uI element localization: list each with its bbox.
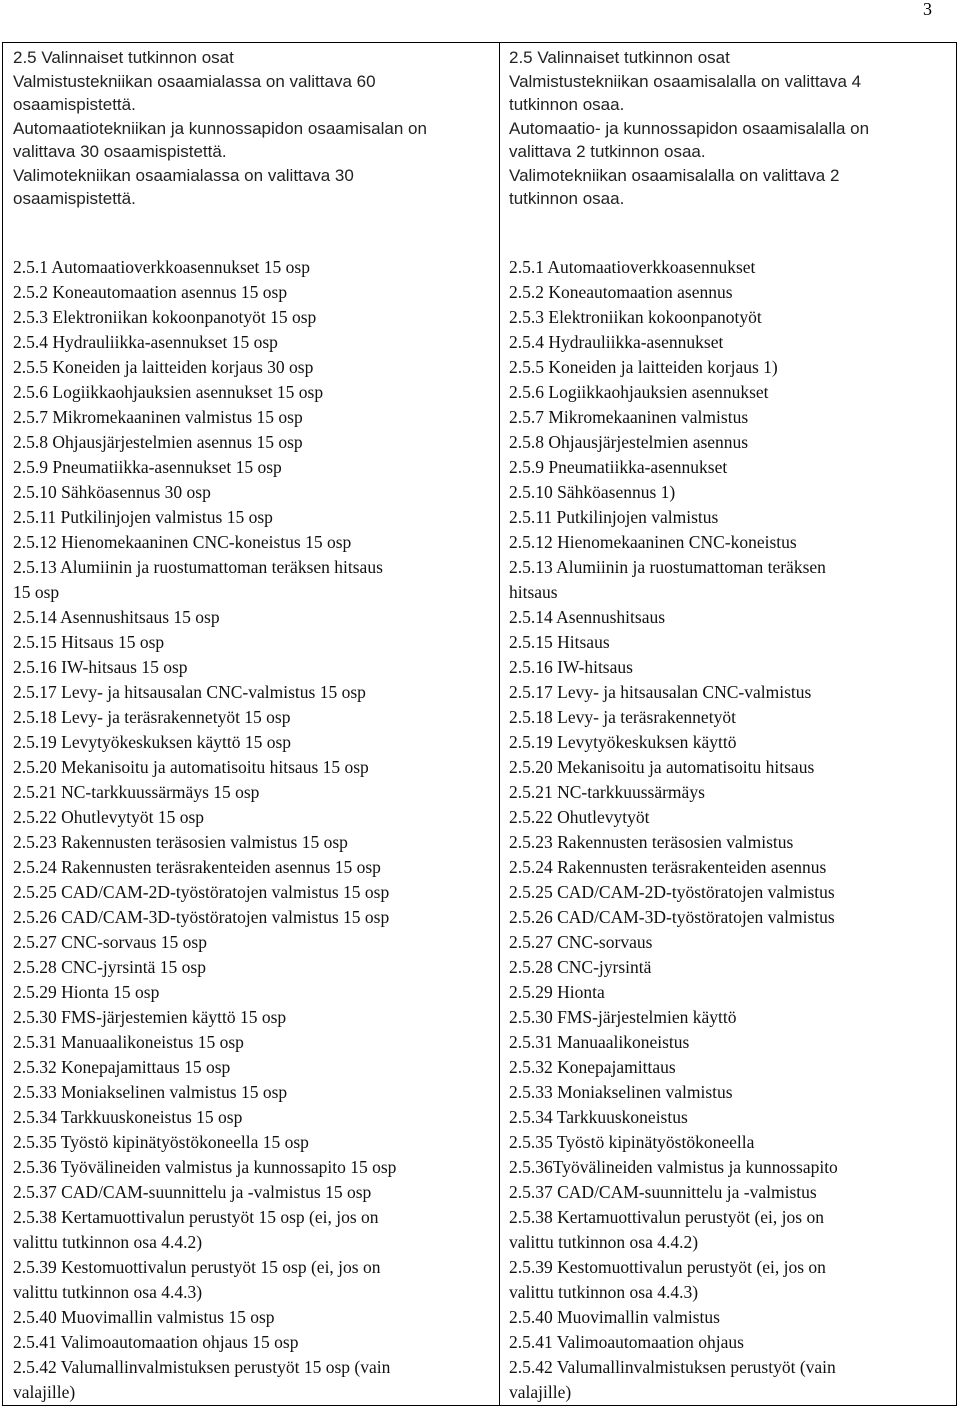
intro-line: Valmistustekniikan osaamialassa on valittava 60 (13, 71, 376, 91)
list-item: 2.5.6 Logiikkaohjauksien asennukset (509, 382, 769, 402)
column-divider (499, 43, 500, 1405)
intro-line: tutkinnon osaa. (509, 95, 625, 114)
list-item: 2.5.16 IW-hitsaus 15 osp (13, 657, 188, 677)
list-item: 2.5.14 Asennushitsaus (509, 607, 666, 627)
list-item: 2.5.6 Logiikkaohjauksien asennukset 15 osp (13, 382, 324, 402)
intro-line: 2.5 Valinnaiset tutkinnon osat (13, 48, 234, 67)
list-item: 2.5.20 Mekanisoitu ja automatisoitu hitsaus 15 osp (13, 757, 369, 777)
list-item: 2.5.26 CAD/CAM-3D-työstöratojen valmistus 15 osp (13, 907, 390, 927)
page-number: 3 (923, 0, 932, 19)
list-item: 2.5.14 Asennushitsaus 15 osp (13, 607, 220, 627)
intro-line: osaamispistettä. (13, 95, 136, 114)
list-item: 2.5.36 Työvälineiden valmistus ja kunnossapito 15 osp (13, 1157, 397, 1177)
list-item: 2.5.16 IW-hitsaus (509, 657, 633, 677)
list-item: 2.5.32 Konepajamittaus (509, 1057, 676, 1077)
intro-line: valittava 30 osaamispistettä. (13, 142, 227, 161)
list-item: 2.5.25 CAD/CAM-2D-työstöratojen valmistus (509, 882, 835, 902)
list-item: 2.5.35 Työstö kipinätyöstökoneella 15 osp (13, 1132, 309, 1152)
intro-line: osaamispistettä. (13, 189, 136, 208)
list-item: 2.5.42 Valumallinvalmistuksen perustyöt 15 osp (vain valajille) (13, 1357, 391, 1402)
list-item: 2.5.21 NC-tarkkuussärmäys (509, 782, 705, 802)
list-item: 2.5.19 Levytyökeskuksen käyttö 15 osp (13, 732, 292, 752)
intro-line: 2.5 Valinnaiset tutkinnon osat (509, 48, 730, 67)
right-column (509, 43, 949, 1402)
list-item: 2.5.22 Ohutlevytyöt 15 osp (13, 807, 205, 827)
intro-line: tutkinnon osaa. (509, 189, 625, 208)
list-item: 2.5.1 Automaatioverkkoasennukset (509, 257, 756, 277)
list-item: 2.5.38 Kertamuottivalun perustyöt 15 osp (ei, jos on valittu tutkinnon osa 4.4.2) (13, 1207, 379, 1252)
list-item: 2.5.28 CNC-jyrsintä 15 osp (13, 957, 206, 977)
list-item: 2.5.9 Pneumatiikka-asennukset 15 osp (13, 457, 282, 477)
list-item: 2.5.12 Hienomekaaninen CNC-koneistus 15 osp (13, 532, 352, 552)
list-item: 2.5.2 Koneautomaation asennus (509, 282, 733, 302)
list-item: 2.5.17 Levy- ja hitsausalan CNC-valmistus (509, 682, 812, 702)
right-item-list (509, 255, 949, 1405)
list-item: 2.5.20 Mekanisoitu ja automatisoitu hitsaus (509, 757, 815, 777)
list-item: 2.5.11 Putkilinjojen valmistus (509, 507, 719, 527)
list-item: 2.5.4 Hydrauliikka-asennukset 15 osp (13, 332, 278, 352)
list-item: 2.5.42 Valumallinvalmistuksen perustyöt (vain valajille) (509, 1357, 836, 1402)
right-intro (509, 43, 949, 211)
list-item: 2.5.23 Rakennusten teräsosien valmistus (509, 832, 794, 852)
list-item: 2.5.7 Mikromekaaninen valmistus (509, 407, 749, 427)
list-item: 2.5.17 Levy- ja hitsausalan CNC-valmistus 15 osp (13, 682, 366, 702)
list-item: 2.5.8 Ohjausjärjestelmien asennus (509, 432, 749, 452)
list-item: 2.5.24 Rakennusten teräsrakenteiden asennus (509, 857, 827, 877)
intro-line: valittava 2 tutkinnon osaa. (509, 142, 706, 161)
list-item: 2.5.26 CAD/CAM-3D-työstöratojen valmistus (509, 907, 835, 927)
list-item: 2.5.13 Alumiinin ja ruostumattoman teräksen hitsaus 15 osp (13, 557, 383, 602)
list-item: 2.5.29 Hionta 15 osp (13, 982, 160, 1002)
list-item: 2.5.40 Muovimallin valmistus 15 osp (13, 1307, 275, 1327)
intro-line: Automaatiotekniikan ja kunnossapidon osaamisalan on (13, 118, 427, 138)
list-item: 2.5.34 Tarkkuuskoneistus (509, 1107, 688, 1127)
list-item: 2.5.27 CNC-sorvaus (509, 932, 653, 952)
list-item: 2.5.31 Manuaalikoneistus (509, 1032, 690, 1052)
list-item: 2.5.15 Hitsaus (509, 632, 610, 652)
list-item: 2.5.24 Rakennusten teräsrakenteiden asennus 15 osp (13, 857, 381, 877)
list-item: 2.5.33 Moniakselinen valmistus (509, 1082, 733, 1102)
list-item: 2.5.37 CAD/CAM-suunnittelu ja -valmistus 15 osp (13, 1182, 372, 1202)
list-item: 2.5.3 Elektroniikan kokoonpanotyöt 15 osp (13, 307, 317, 327)
list-item: 2.5.41 Valimoautomaation ohjaus 15 osp (13, 1332, 299, 1352)
list-item: 2.5.28 CNC-jyrsintä (509, 957, 652, 977)
intro-line: Valimotekniikan osaamialassa on valittava 30 (13, 165, 354, 185)
list-item: 2.5.30 FMS-järjestelmien käyttö (509, 1007, 737, 1027)
list-item: 2.5.36Työvälineiden valmistus ja kunnossapito (509, 1157, 838, 1177)
left-intro (13, 43, 495, 211)
left-column (13, 43, 495, 1402)
list-item: 2.5.39 Kestomuottivalun perustyöt 15 osp (ei, jos on valittu tutkinnon osa 4.4.3) (13, 1257, 381, 1302)
list-item: 2.5.21 NC-tarkkuussärmäys 15 osp (13, 782, 260, 802)
list-item: 2.5.15 Hitsaus 15 osp (13, 632, 165, 652)
comparison-table (2, 42, 957, 1406)
list-item: 2.5.22 Ohutlevytyöt (509, 807, 650, 827)
list-item: 2.5.34 Tarkkuuskoneistus 15 osp (13, 1107, 243, 1127)
list-item: 2.5.10 Sähköasennus 1) (509, 482, 676, 502)
list-item: 2.5.37 CAD/CAM-suunnittelu ja -valmistus (509, 1182, 817, 1202)
list-item: 2.5.18 Levy- ja teräsrakennetyöt 15 osp (13, 707, 291, 727)
list-item: 2.5.32 Konepajamittaus 15 osp (13, 1057, 231, 1077)
intro-line: Valimotekniikan osaamisalalla on valittava 2 (509, 165, 840, 185)
list-item: 2.5.25 CAD/CAM-2D-työstöratojen valmistus 15 osp (13, 882, 390, 902)
list-item: 2.5.40 Muovimallin valmistus (509, 1307, 720, 1327)
list-item: 2.5.35 Työstö kipinätyöstökoneella (509, 1132, 755, 1152)
list-item: 2.5.3 Elektroniikan kokoonpanotyöt (509, 307, 762, 327)
list-item: 2.5.27 CNC-sorvaus 15 osp (13, 932, 207, 952)
list-item: 2.5.30 FMS-järjestemien käyttö 15 osp (13, 1007, 287, 1027)
intro-line: Automaatio- ja kunnossapidon osaamisalalla on (509, 118, 870, 138)
left-item-list (13, 255, 495, 1405)
list-item: 2.5.5 Koneiden ja laitteiden korjaus 1) (509, 357, 778, 377)
list-item: 2.5.12 Hienomekaaninen CNC-koneistus (509, 532, 797, 552)
list-item: 2.5.8 Ohjausjärjestelmien asennus 15 osp (13, 432, 303, 452)
list-item: 2.5.13 Alumiinin ja ruostumattoman teräksen hitsaus (509, 557, 826, 602)
list-item: 2.5.39 Kestomuottivalun perustyöt (ei, jos on valittu tutkinnon osa 4.4.3) (509, 1257, 826, 1302)
list-item: 2.5.38 Kertamuottivalun perustyöt (ei, jos on valittu tutkinnon osa 4.4.2) (509, 1207, 824, 1252)
list-item: 2.5.23 Rakennusten teräsosien valmistus 15 osp (13, 832, 348, 852)
list-item: 2.5.7 Mikromekaaninen valmistus 15 osp (13, 407, 303, 427)
list-item: 2.5.4 Hydrauliikka-asennukset (509, 332, 724, 352)
list-item: 2.5.29 Hionta (509, 982, 605, 1002)
list-item: 2.5.18 Levy- ja teräsrakennetyöt (509, 707, 736, 727)
list-item: 2.5.5 Koneiden ja laitteiden korjaus 30 osp (13, 357, 314, 377)
list-item: 2.5.11 Putkilinjojen valmistus 15 osp (13, 507, 273, 527)
list-item: 2.5.9 Pneumatiikka-asennukset (509, 457, 728, 477)
list-item: 2.5.2 Koneautomaation asennus 15 osp (13, 282, 288, 302)
intro-line: Valmistustekniikan osaamisalalla on valittava 4 (509, 71, 862, 91)
list-item: 2.5.41 Valimoautomaation ohjaus (509, 1332, 744, 1352)
list-item: 2.5.10 Sähköasennus 30 osp (13, 482, 211, 502)
list-item: 2.5.1 Automaatioverkkoasennukset 15 osp (13, 257, 310, 277)
list-item: 2.5.31 Manuaalikoneistus 15 osp (13, 1032, 244, 1052)
list-item: 2.5.19 Levytyökeskuksen käyttö (509, 732, 737, 752)
list-item: 2.5.33 Moniakselinen valmistus 15 osp (13, 1082, 288, 1102)
